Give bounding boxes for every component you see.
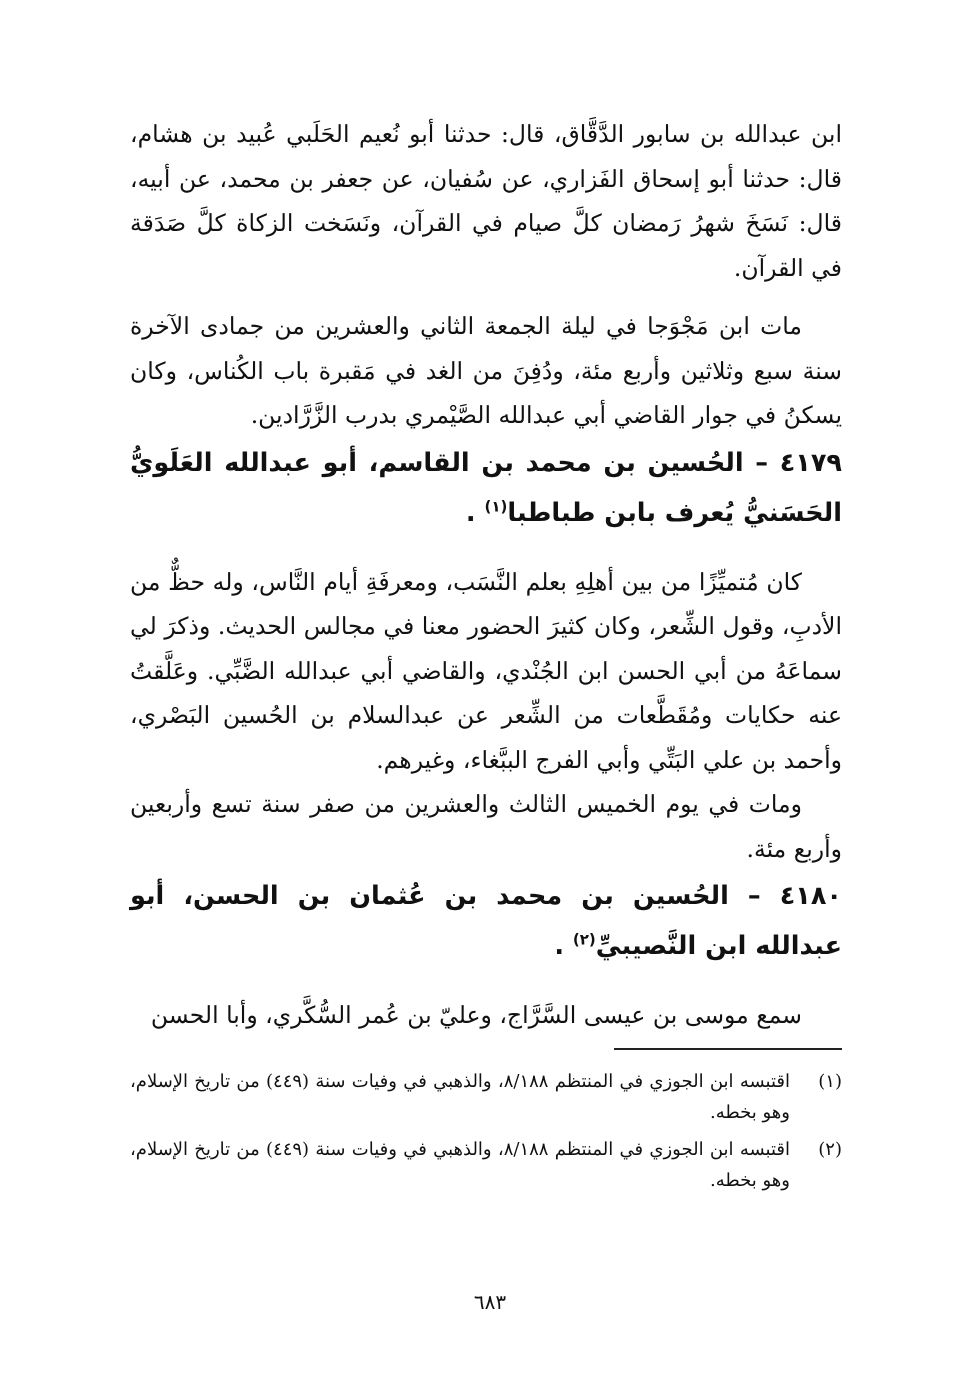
entry-heading-4180 xyxy=(130,871,842,971)
entry-heading-4179-text: ٤١٧٩ – الحُسين بن محمد بن القاسم، أبو عبدالله العَلَويُّ الحَسَنيُّ يُعرف بابن طباطبا xyxy=(130,447,842,528)
footnote-2-text: اقتبسه ابن الجوزي في المنتظم ٨/١٨٨، والذهبي في وفيات سنة (٤٤٩) من تاريخ الإسلام، وهو بخطه. xyxy=(130,1138,790,1191)
footnotes xyxy=(130,1066,842,1196)
paragraph-death-4179: ومات في يوم الخميس الثالث والعشرين من صفر سنة تسع وأربعين وأربع مئة. xyxy=(130,790,842,863)
footnote-2-number: (٢) xyxy=(818,1138,842,1160)
paragraph-biography-4180: سمع موسى بن عيسى السَّرَّاج، وعليّ بن عُمر السُّكَّري، وأبا الحسن xyxy=(150,1001,802,1029)
page-body xyxy=(130,112,842,1202)
footnote-ref-1: (١) xyxy=(484,497,508,515)
paragraph-death-ibn-majwaja: مات ابن مَجْوَجا في ليلة الجمعة الثاني والعشرين من جمادى الآخرة سنة سبع وثلاثين وأربع مئة، ودُفِنَ من الغد في مَقبرة باب الكُناس، وكان يسكنُ في جوار القاضي أبي عبدالله الصَّيْمري بدرب الزَّرَّادين. xyxy=(130,312,842,429)
entry-heading-4180-text: ٤١٨٠ – الحُسين بن محمد بن عُثمان بن الحسن، أبو عبدالله ابن النَّصيبيِّ xyxy=(130,881,842,961)
entry-heading-4179-tail: . xyxy=(465,497,485,528)
footnote-1 xyxy=(130,1066,842,1128)
footnote-1-number: (١) xyxy=(818,1070,842,1092)
footnote-2 xyxy=(130,1134,842,1196)
footnote-ref-2: (٢) xyxy=(572,930,596,949)
paragraph-biography-4179: كان مُتميِّزًا من بين أهلِهِ بعلم النَّسَب، ومعرفَةِ أيام النَّاس، وله حظٌّ من الأدبِ، وقول الشِّعر، وكان كثيرَ الحضور معنا في مجالس الحديث. وذكرَ لي سماعَهُ من أبي الحسن ابن الجُنْدي، والقاضي أبي عبدالله الضَّبِّي. وعَلَّقتُ عنه حكايات ومُقَطَّعات من الشِّعر عن عبدالسلام بن الحُسين البَصْري، وأحمد بن علي البَتِّي وأبي الفرج الببَّغاء، وغيرهم. xyxy=(130,567,842,774)
paragraph-isnad: ابن عبدالله بن سابور الدَّقَّاق، قال: حدثنا أبو نُعيم الحَلَبي عُبيد بن هشام، قال: حدثنا أبو إسحاق الفَزاري، عن سُفيان، عن جعفر بن محمد، عن أبيه، قال: نَسَخَ شهرُ رَمضان كلَّ صيام في القرآن، ونَسَخت الزكاة كلَّ صَدَقة في القرآن. xyxy=(130,120,842,282)
footnote-divider xyxy=(614,1048,842,1050)
footnote-1-text: اقتبسه ابن الجوزي في المنتظم ٨/١٨٨، والذهبي في وفيات سنة (٤٤٩) من تاريخ الإسلام، وهو بخطه. xyxy=(130,1070,790,1123)
page-number: ٦٨٣ xyxy=(473,1290,507,1314)
entry-heading-4180-tail: . xyxy=(554,931,573,961)
entry-heading-4179 xyxy=(130,438,842,538)
